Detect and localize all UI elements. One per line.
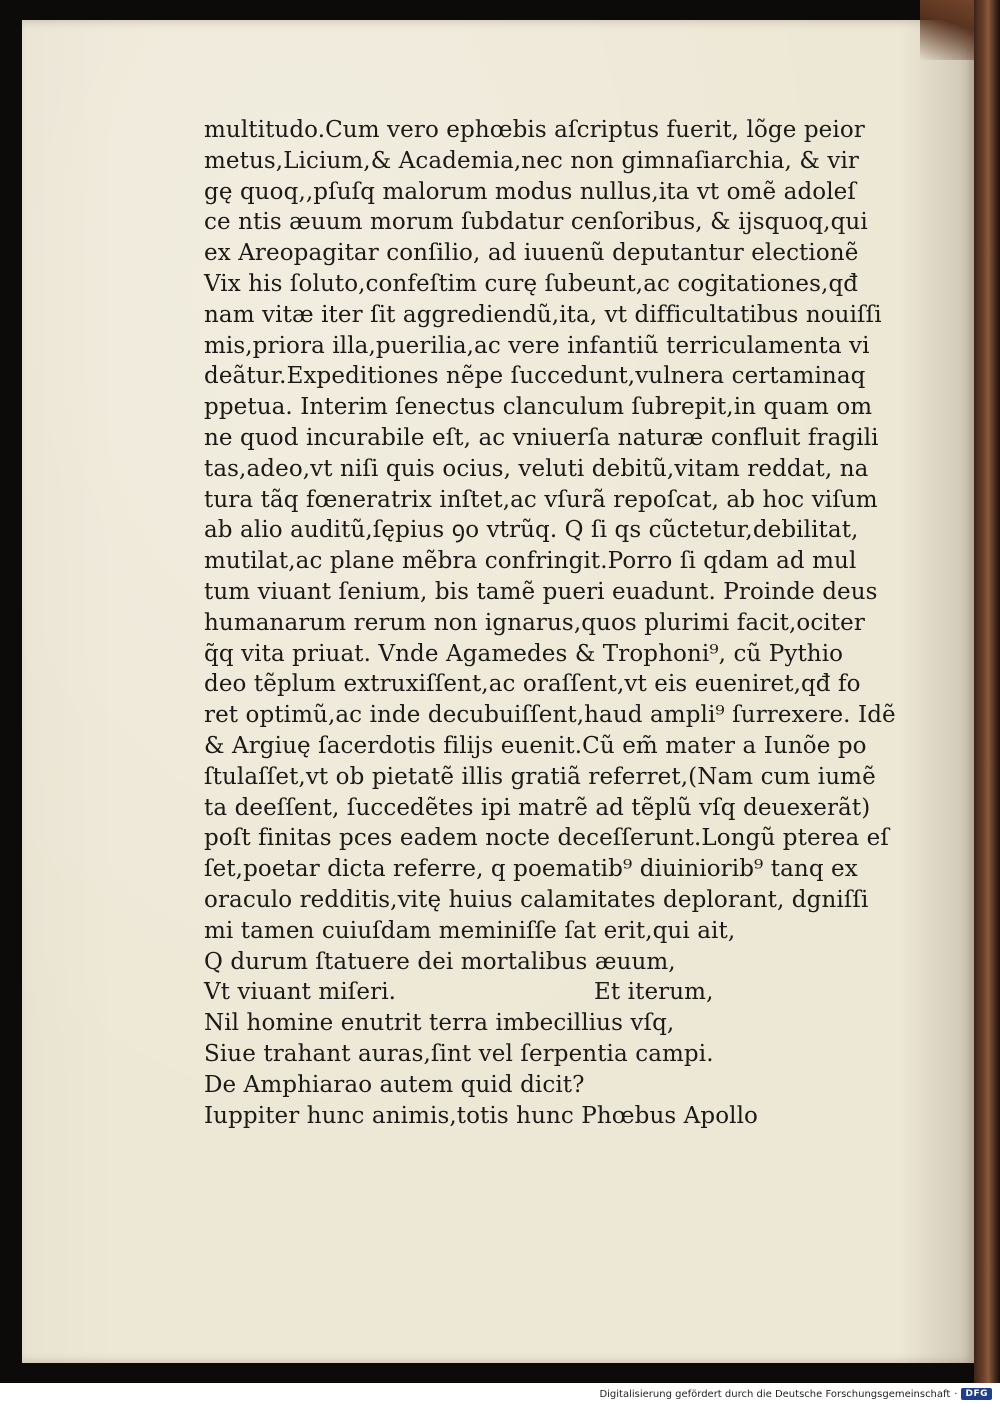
- verse-text: Nil homine enutrit terra imbecillius vſq,: [204, 1010, 675, 1037]
- text-line: tum viuant ſenium, bis tamẽ pueri euadunt. Proinde deus: [204, 578, 878, 605]
- text-line: tura tãq fœneratrix inſtet,ac vſurã repoſcat, ab hoc viſum: [204, 486, 878, 513]
- text-line: mutilat,ac plane mẽbra confringit.Porro ſi qdam ad mul: [204, 548, 857, 575]
- text-line: Vix his ſoluto,confeſtim curę ſubeunt,ac cogitationes,qđ: [204, 270, 859, 297]
- text-line: gę quoq,,pſuſq malorum modus nullus,ita vt omẽ adoleſ: [204, 178, 857, 205]
- digitization-footer: [599, 1386, 992, 1402]
- book-page: [22, 20, 976, 1363]
- text-line: ret optimũ,ac inde decubuiſſent,haud ampli⁹ ſurrexere. Idẽ: [204, 702, 896, 729]
- text-line: mis,priora illa,puerilia,ac vere infantiũ terriculamenta vi: [204, 332, 870, 359]
- dfg-logo: DFG: [961, 1388, 992, 1400]
- text-line: deãtur.Expeditiones nẽpe ſuccedunt,vulnera certaminaq: [204, 363, 866, 390]
- text-line: ta deeſſent, ſuccedẽtes ipi matrẽ ad tẽplũ vſq deuexerãt): [204, 794, 871, 821]
- verse-line: [204, 1070, 944, 1101]
- text-line: ſet,poetar dicta referre, q poematib⁹ diuiniorib⁹ tanq ex: [204, 856, 858, 883]
- text-line: mi tamen cuiuſdam meminiſſe ſat erit,qui ait,: [204, 917, 736, 944]
- text-line: & Argiuę ſacerdotis filijs euenit.Cũ em̃ mater a Iunõe po: [204, 732, 867, 759]
- verse-text: Iuppiter hunc animis,totis hunc Phœbus Apollo: [204, 1102, 759, 1129]
- verse-text: Siue trahant auras,ſint vel ſerpentia campi.: [204, 1040, 714, 1067]
- footer-separator: ·: [954, 1388, 958, 1400]
- text-line: ce ntis æuum morum ſubdatur cenſoribus, & ijsquoq,qui: [204, 209, 868, 236]
- text-line: tas,adeo,vt niſi quis ocius, veluti debitũ,vitam reddat, na: [204, 455, 869, 482]
- verse-aside: Et iterum,: [594, 979, 714, 1006]
- text-line: poſt finitas pces eadem nocte deceſſerunt.Longũ pterea eſ: [204, 825, 890, 852]
- page-text: [204, 115, 944, 1131]
- text-line: ex Areopagitar conſilio, ad iuuenũ deputantur electionẽ: [204, 240, 859, 267]
- text-line: ſtulaſſet,vt ob pietatẽ illis gratiã referret,(Nam cum iumẽ: [204, 763, 876, 790]
- text-line: oraculo redditis,vitę huius calamitates deplorant, dgniſſi: [204, 886, 869, 913]
- verse-line: [204, 1008, 944, 1039]
- verse-line: [204, 1101, 944, 1132]
- verse-text: Vt viuant miſeri.: [204, 979, 397, 1006]
- text-line: nam vitæ iter ſit aggrediendũ,ita, vt difficultatibus nouiſſi: [204, 301, 882, 328]
- verse-text: De Amphiarao autem quid dicit?: [204, 1071, 585, 1098]
- verse-text: Q durum ſtatuere dei mortalibus æuum,: [204, 948, 676, 975]
- text-line: q̃q vita priuat. Vnde Agamedes & Trophoni⁹, cũ Pythio: [204, 640, 844, 667]
- footer-credit: Digitalisierung gefördert durch die Deutsche Forschungsgemeinschaft: [599, 1388, 951, 1400]
- text-line: humanarum rerum non ignarus,quos plurimi facit,ociter: [204, 609, 865, 636]
- verse-line: [204, 977, 944, 1008]
- text-line: multitudo.Cum vero ephœbis aſcriptus fuerit, lõge peior: [204, 117, 865, 143]
- text-line: ppetua. Interim ſenectus clanculum ſubrepit,in quam om: [204, 394, 873, 421]
- text-line: ne quod incurabile eſt, ac vniuerſa naturæ confluit fragili: [204, 424, 879, 451]
- verse-line: [204, 947, 944, 978]
- text-line: ab alio auditũ,ſępius ꝯo vtrũq. Q ſi qs cũctetur,debilitat,: [204, 517, 859, 544]
- text-line: deo tẽplum extruxiſſent,ac oraſſent,vt eis eueniret,qđ fo: [204, 671, 861, 698]
- text-line: metus,Licium,& Academia,nec non gimnaſiarchia, & vir: [204, 147, 860, 174]
- binding-edge: [974, 0, 1000, 1383]
- verse-line: [204, 1039, 944, 1070]
